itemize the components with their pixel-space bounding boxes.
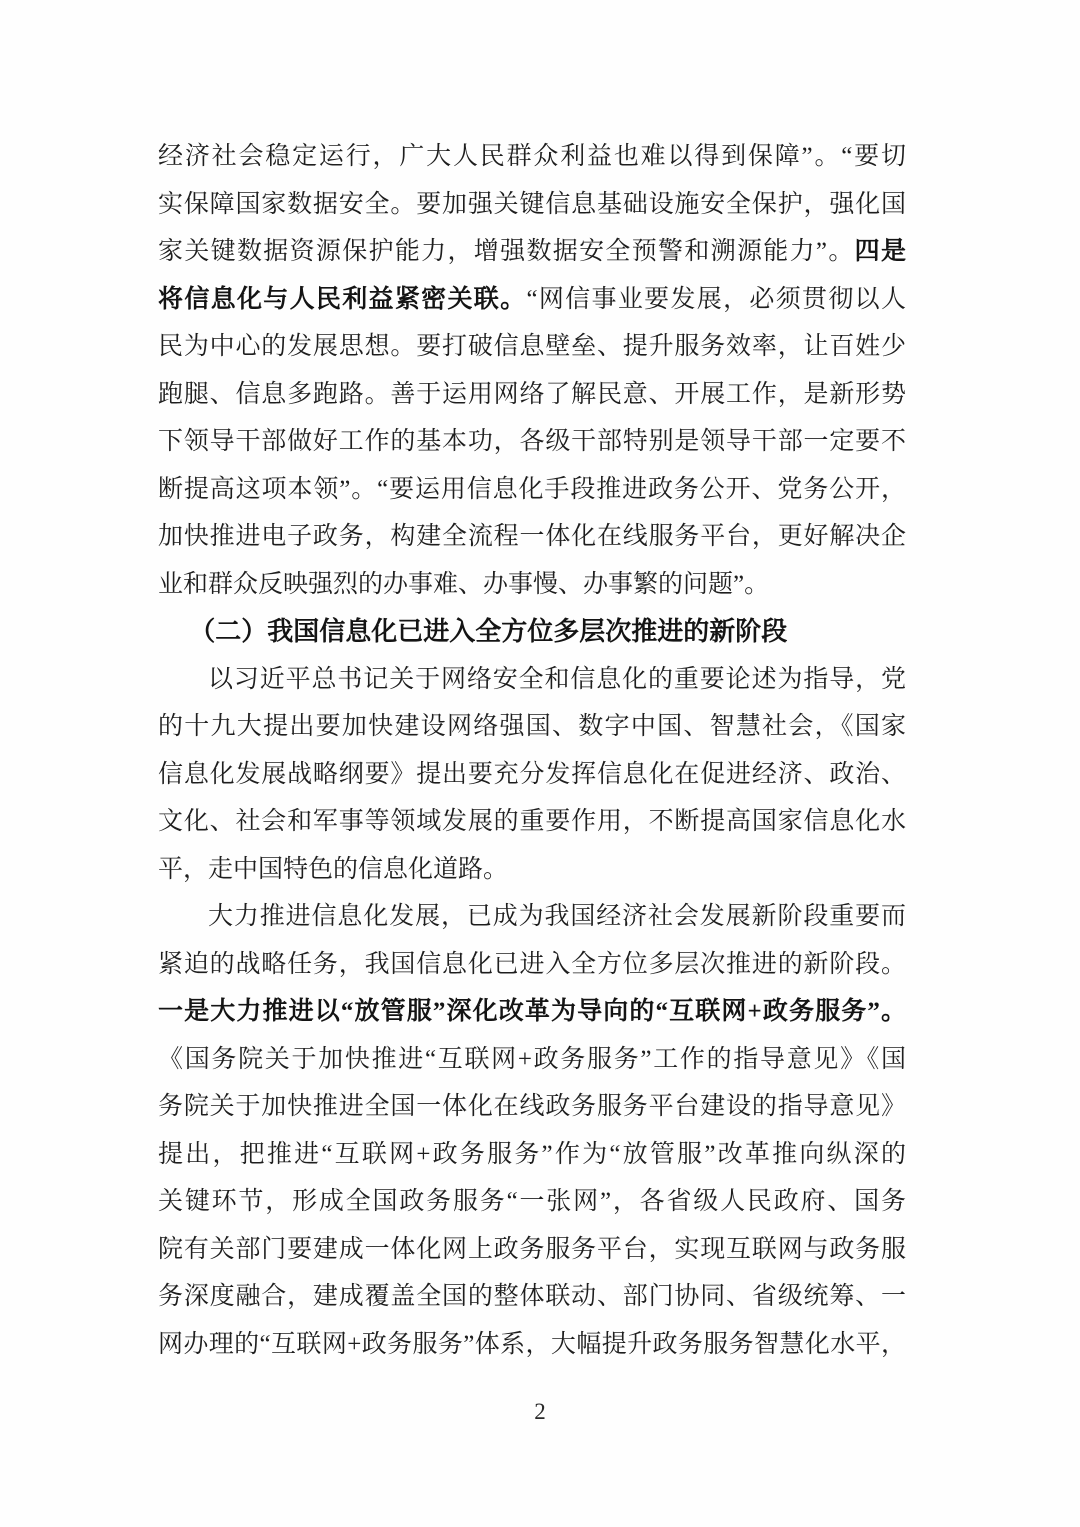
text-segment: 关键环节，形成全国政务服务“一张网”，各省级人民政府、国务 (158, 1188, 906, 1215)
text-line (158, 798, 906, 846)
text-line (158, 893, 906, 941)
text-line (158, 941, 906, 989)
text-segment: 院有关部门要建成一体化网上政务服务平台，实现互联网与政务服 (158, 1235, 906, 1263)
text-line (158, 1226, 906, 1274)
text-segment: 跑腿、信息多跑路。善于运用网络了解民意、开展工作，是新形势 (158, 380, 906, 408)
text-segment: 务院关于加快推进全国一体化在线政务服务平台建设的指导意见》 (158, 1093, 906, 1120)
text-segment: 《国务院关于加快推进“互联网+政务服务”工作的指导意见》《国 (158, 1045, 906, 1073)
text-segment: 网办理的“互联网+政务服务”体系，大幅提升政务服务智慧化水平， (158, 1330, 906, 1358)
text-segment: 民为中心的发展思想。要打破信息壁垒、提升服务效率，让百姓少 (158, 333, 906, 360)
text-segment: 文化、社会和军事等领域发展的重要作用，不断提高国家信息化水 (158, 808, 906, 835)
text-line (158, 1131, 906, 1179)
text-line (158, 133, 906, 181)
text-segment: 经济社会稳定运行，广大人民群众利益也难以得到保障”。“要切 (158, 143, 906, 170)
text-segment: 紧迫的战略任务，我国信息化已进入全方位多层次推进的新阶段。 (158, 950, 906, 978)
page-number: 2 (534, 1399, 546, 1424)
text-segment: 信息化发展战略纲要》提出要充分发挥信息化在促进经济、政治、 (158, 760, 906, 788)
text-segment: 业和群众反映强烈的办事难、办事慢、办事繁的问题”。 (158, 570, 770, 598)
text-segment: 实保障国家数据安全。要加强关键信息基础设施安全保护，强化国 (158, 190, 906, 218)
text-line (158, 751, 906, 799)
text-line (158, 988, 906, 1036)
text-line (158, 656, 906, 704)
text-segment: 大力推进信息化发展，已成为我国经济社会发展新阶段重要而 (208, 903, 906, 930)
text-segment: 务深度融合，建成覆盖全国的整体联动、部门协同、省级统筹、一 (158, 1283, 906, 1310)
text-segment: 提出，把推进“互联网+政务服务”作为“放管服”改革推向纵深的 (158, 1140, 906, 1168)
text-segment: 以习近平总书记关于网络安全和信息化的重要论述为指导，党 (208, 665, 906, 693)
text-line (158, 1273, 906, 1321)
text-line (158, 513, 906, 561)
text-line (158, 371, 906, 419)
bold-text-segment: 将信息化与人民利益紧密关联。 (158, 285, 527, 313)
text-line (158, 228, 906, 276)
text-line (158, 1321, 906, 1369)
text-segment: 平，走中国特色的信息化道路。 (158, 855, 509, 883)
text-segment: 下领导干部做好工作的基本功，各级干部特别是领导干部一定要不 (158, 428, 906, 455)
text-segment: 家关键数据资源保护能力，增强数据安全预警和溯源能力”。 (158, 238, 855, 265)
bold-text-segment: 四是 (854, 238, 906, 265)
text-segment: 加快推进电子政务，构建全流程一体化在线服务平台，更好解决企 (158, 523, 906, 550)
text-segment: “网信事业要发展，必须贯彻以人 (526, 285, 906, 313)
text-line (158, 276, 906, 324)
bold-text-segment: （二）我国信息化已进入全方位多层次推进的新阶段 (189, 616, 788, 646)
text-line (158, 418, 906, 466)
text-line (158, 1036, 906, 1084)
text-segment: 断提高这项本领”。“要运用信息化手段推进政务公开、党务公开， (158, 475, 906, 503)
text-line (158, 703, 906, 751)
text-line (158, 323, 906, 371)
text-line (158, 1178, 906, 1226)
text-line (158, 561, 906, 609)
text-line (158, 1083, 906, 1131)
text-line (158, 846, 906, 894)
text-segment: 的十九大提出要加快建设网络强国、数字中国、智慧社会，《国家 (158, 713, 906, 740)
text-line (158, 181, 906, 229)
text-line (158, 466, 906, 514)
bold-text-segment: 一是大力推进以“放管服”深化改革为导向的“互联网+政务服务”。 (158, 998, 906, 1025)
section-heading (158, 608, 906, 656)
